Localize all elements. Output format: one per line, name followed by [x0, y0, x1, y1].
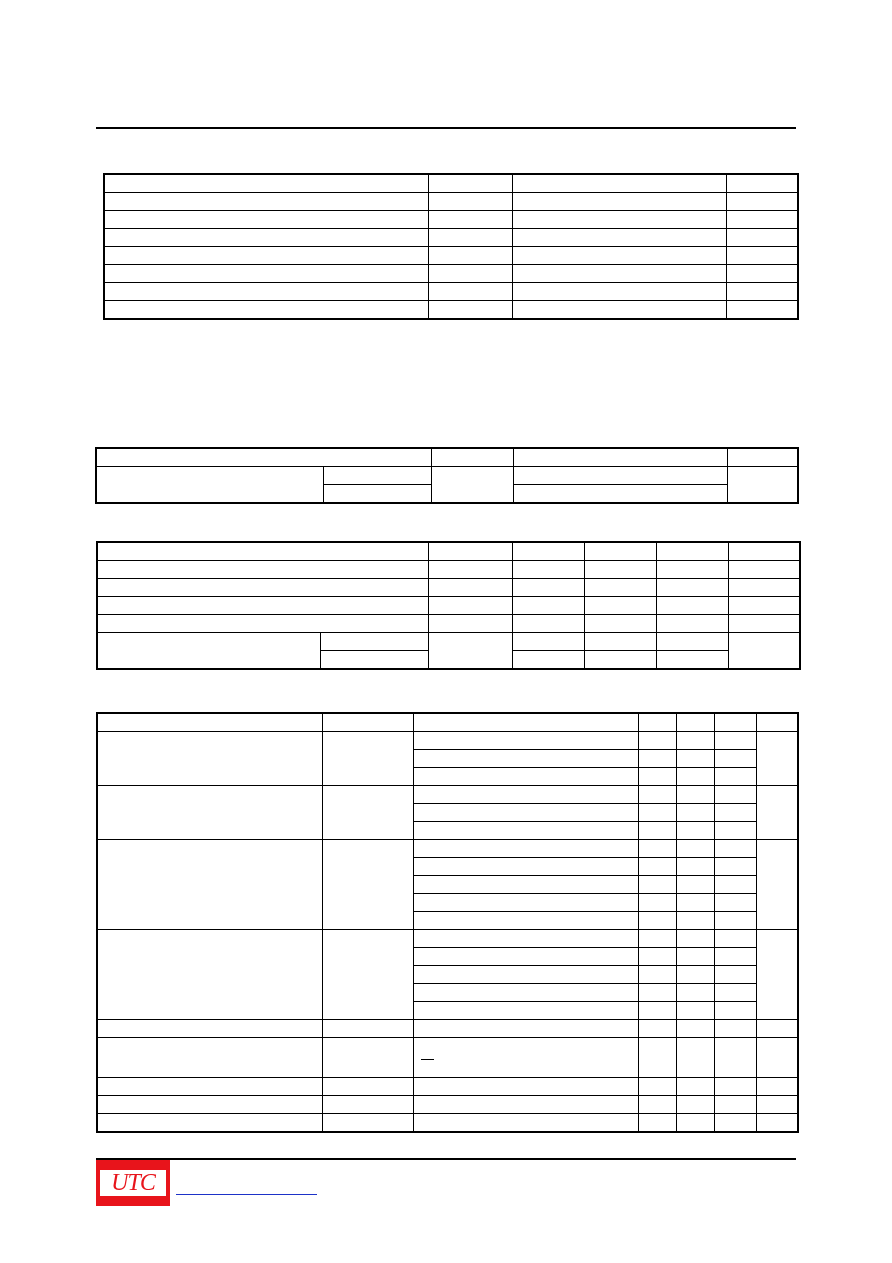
- absolute-maximum-ratings-table: [103, 173, 799, 320]
- table-row: [97, 633, 800, 651]
- formula-fraction-bar: [421, 1059, 434, 1060]
- table-row: [97, 1096, 798, 1114]
- table-row: [97, 615, 800, 633]
- utc-logo-text: UTC: [99, 1169, 167, 1197]
- table-row: [104, 174, 798, 193]
- table-row: [97, 786, 798, 804]
- table-row: [97, 579, 800, 597]
- table-row: [97, 1020, 798, 1038]
- header-rule: [96, 127, 796, 129]
- table-row: [104, 301, 798, 320]
- footer-rule: [96, 1158, 796, 1160]
- table-row: [97, 1078, 798, 1096]
- table-row: [97, 561, 800, 579]
- operating-conditions-table: [96, 541, 801, 670]
- utc-logo: [96, 1160, 170, 1206]
- table-row: [97, 542, 800, 561]
- table-row: [104, 283, 798, 301]
- table-row: [104, 211, 798, 229]
- table-row: [104, 265, 798, 283]
- table-row: [96, 467, 798, 485]
- table-row: [104, 247, 798, 265]
- table-row: [97, 930, 798, 948]
- electrical-characteristics-table: [96, 712, 799, 1133]
- thermal-data-table: [95, 447, 799, 504]
- table-row: [97, 732, 798, 750]
- table-row: [97, 713, 798, 732]
- table-row: [104, 229, 798, 247]
- website-link[interactable]: [176, 1194, 317, 1195]
- table-row: [104, 193, 798, 211]
- table-row: [97, 597, 800, 615]
- table-row: [96, 448, 798, 467]
- table-row: [97, 1038, 798, 1078]
- table-row: [97, 1114, 798, 1133]
- table-row: [97, 840, 798, 858]
